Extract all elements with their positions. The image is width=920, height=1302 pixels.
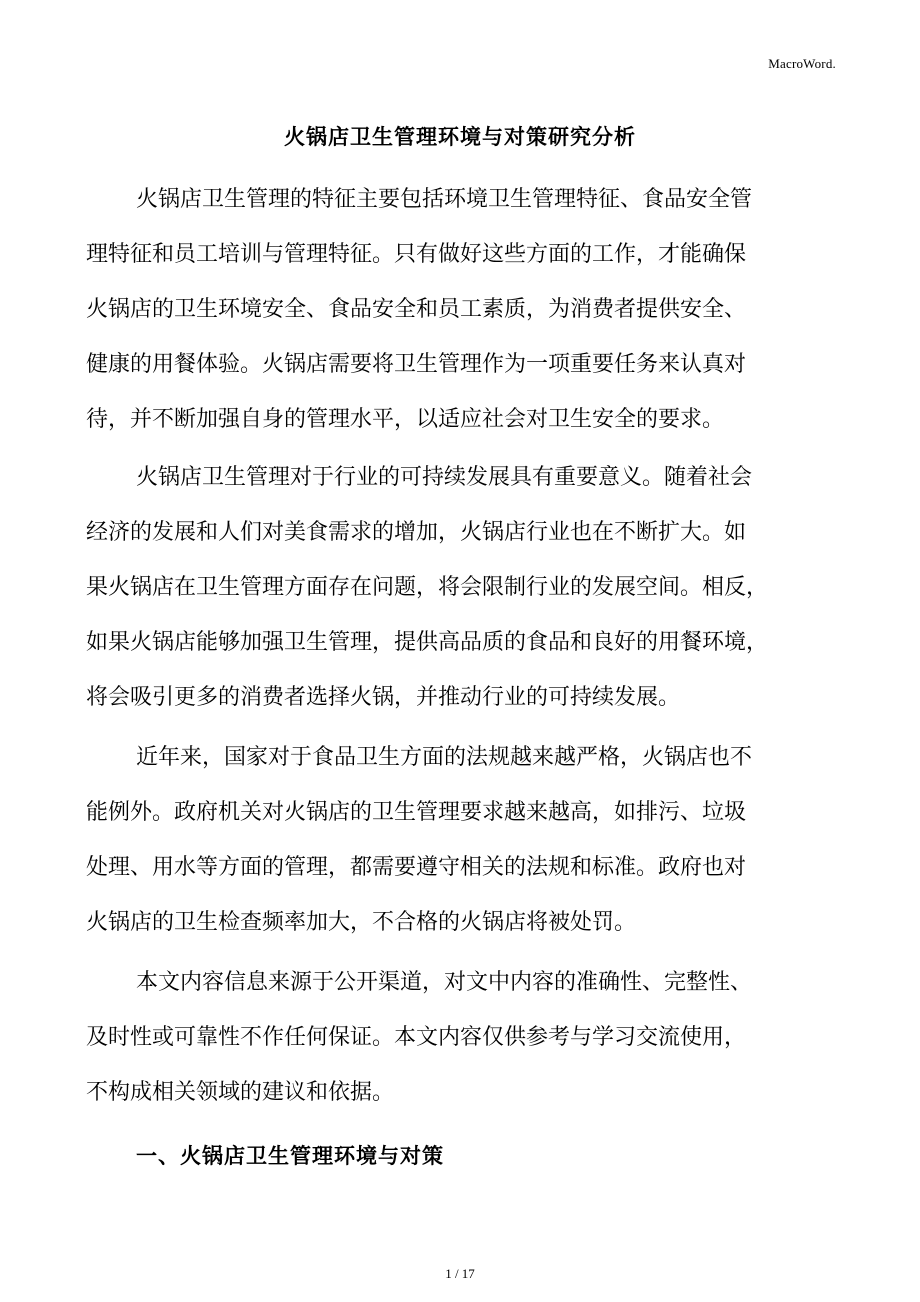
paragraph-line: 及时性或可靠性不作任何保证。本文内容仅供参考与学习交流使用， — [86, 1025, 747, 1050]
paragraph-line: 火锅店卫生管理的特征主要包括环境卫生管理特征、食品安全管 — [136, 187, 753, 212]
paragraph-line: 近年来，国家对于食品卫生方面的法规越来越严格，火锅店也不 — [136, 745, 753, 770]
paragraph-line: 火锅店的卫生检查频率加大，不合格的火锅店将被处罚。 — [86, 910, 637, 935]
paragraph-line: 如果火锅店能够加强卫生管理，提供高品质的食品和良好的用餐环境， — [86, 630, 769, 655]
paragraph-line: 健康的用餐体验。火锅店需要将卫生管理作为一项重要任务来认真对 — [86, 352, 747, 377]
paragraph-line: 处理、用水等方面的管理，都需要遵守相关的法规和标准。政府也对 — [86, 855, 747, 880]
paragraph-1 — [86, 172, 836, 447]
paragraph-line: 理特征和员工培训与管理特征。只有做好这些方面的工作，才能确保 — [86, 242, 747, 267]
paragraph-line: 经济的发展和人们对美食需求的增加，火锅店行业也在不断扩大。如 — [86, 520, 747, 545]
paragraph-line: 能例外。政府机关对火锅店的卫生管理要求越来越高，如排污、垃圾 — [86, 800, 747, 825]
paragraph-3 — [86, 730, 836, 950]
page-number: 1 / 17 — [445, 1266, 475, 1281]
document-title: 火锅店卫生管理环境与对策研究分析 — [284, 125, 636, 149]
paragraph-4 — [86, 955, 836, 1120]
section-heading: 一、火锅店卫生管理环境与对策 — [136, 1144, 444, 1168]
paragraph-line: 本文内容信息来源于公开渠道，对文中内容的准确性、完整性、 — [136, 970, 753, 995]
paragraph-2 — [86, 450, 836, 725]
header-brand: MacroWord. — [768, 56, 836, 71]
paragraph-line: 果火锅店在卫生管理方面存在问题，将会限制行业的发展空间。相反， — [86, 575, 769, 600]
paragraph-line: 待，并不断加强自身的管理水平，以适应社会对卫生安全的要求。 — [86, 407, 725, 432]
paragraph-line: 火锅店的卫生环境安全、食品安全和员工素质，为消费者提供安全、 — [86, 297, 747, 322]
paragraph-line: 不构成相关领域的建议和依据。 — [86, 1080, 395, 1105]
paragraph-line: 将会吸引更多的消费者选择火锅，并推动行业的可持续发展。 — [86, 685, 681, 710]
paragraph-line: 火锅店卫生管理对于行业的可持续发展具有重要意义。随着社会 — [136, 465, 753, 490]
